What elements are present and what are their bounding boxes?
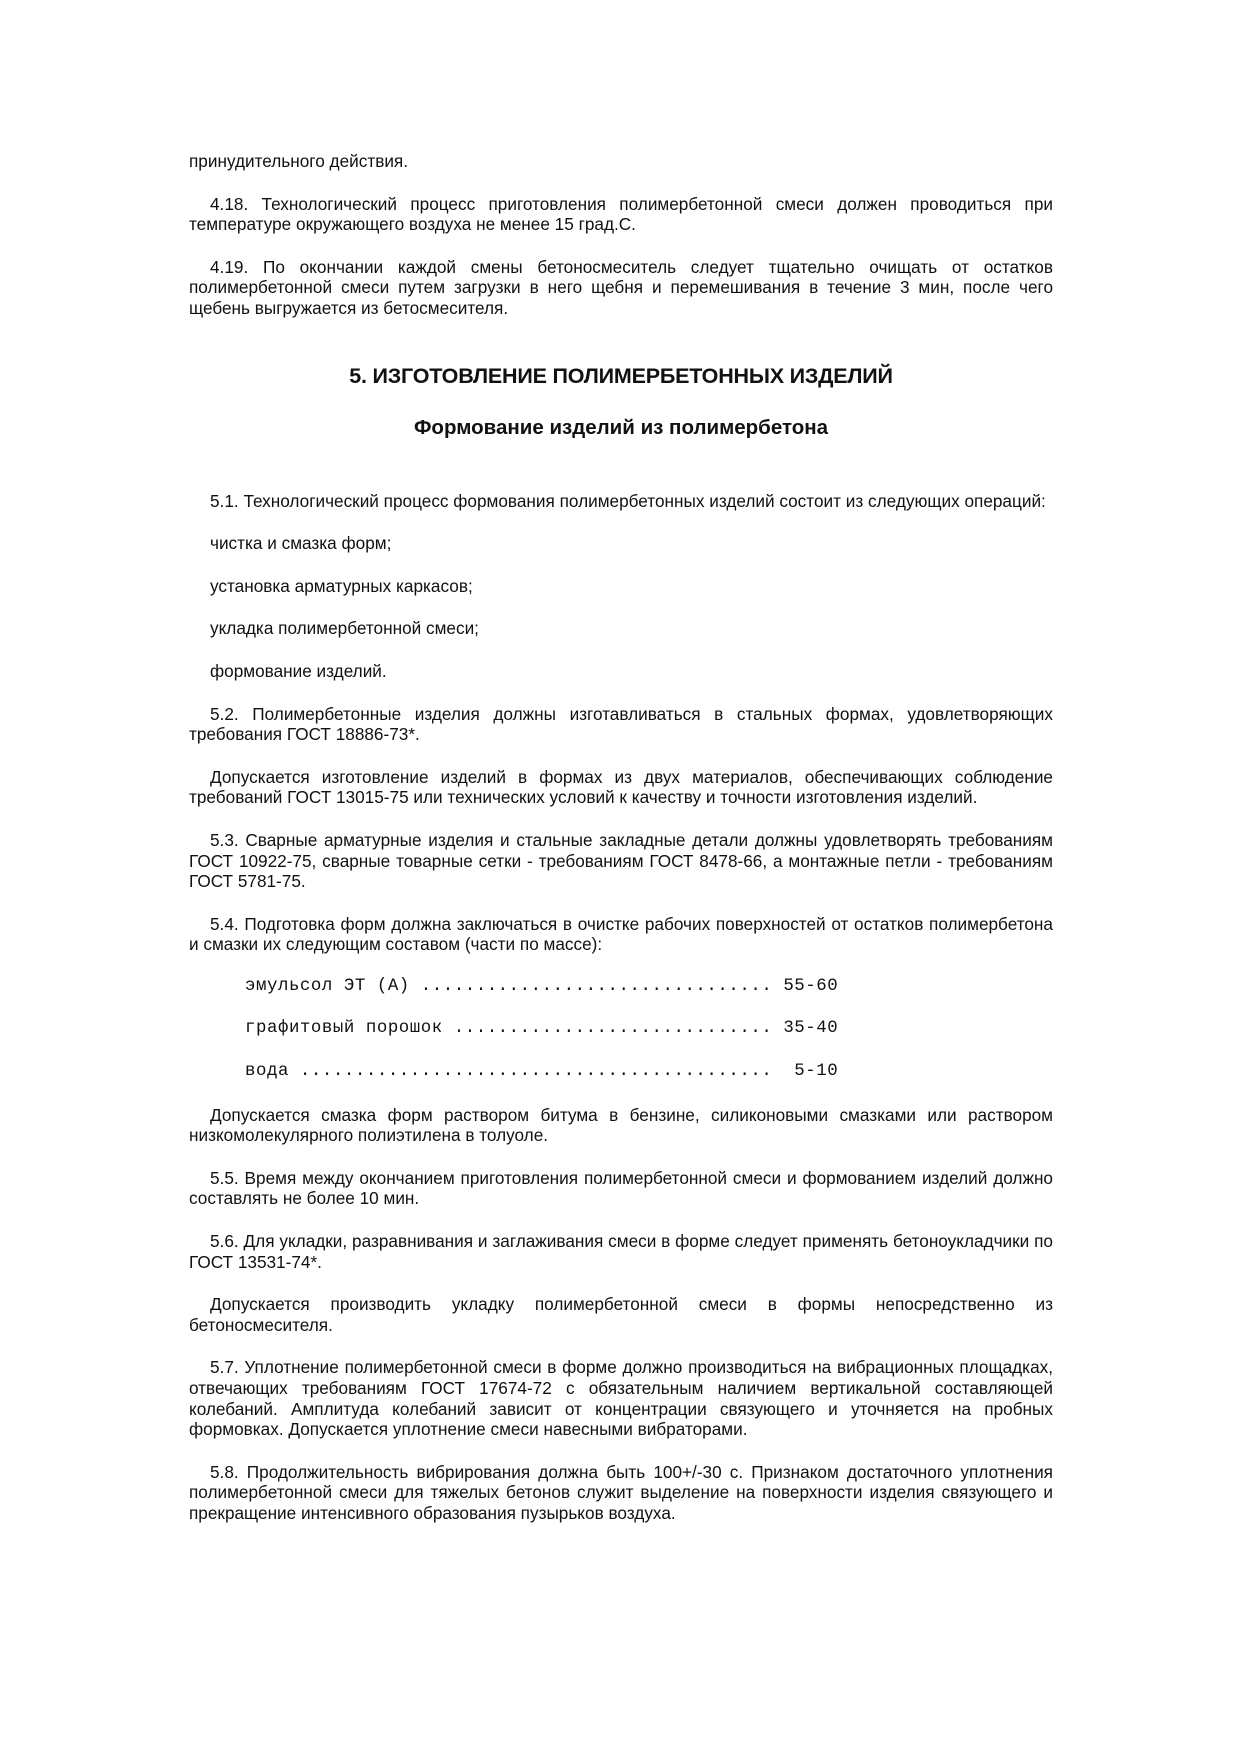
composition-row: вода ........................................... 5-10 [245, 1062, 839, 1082]
list-item: установка арматурных каркасов; [210, 575, 473, 596]
paragraph-5-4-note: Допускается смазка форм раствором битума в бензине, силиконовыми смазками или раствором низкомолекулярного полиэтилена в толуоле. [189, 1104, 1053, 1146]
paragraph-5-3: 5.3. Сварные арматурные изделия и стальные закладные детали должны удовлетворять требованиям ГОСТ 10922-75, сварные товарные сетки - требованиям ГОСТ 8478-66, а монтажные петли - требованиям ГОСТ 5781-75. [189, 829, 1053, 892]
paragraph-5-1: 5.1. Технологический процесс формования полимербетонных изделий состоит из следующих операций: [210, 490, 1046, 511]
paragraph-continuation: принудительного действия. [189, 151, 409, 171]
paragraph-4-18: 4.18. Технологический процесс приготовления полимербетонной смеси должен проводиться при температуре окружающего воздуха не менее 15 град.С. [189, 193, 1053, 235]
paragraph-5-6: 5.6. Для укладки, разравнивания и заглаживания смеси в форме следует применять бетоноукладчики по ГОСТ 13531-74*. [189, 1231, 1053, 1272]
list-item: укладка полимербетонной смеси; [210, 618, 479, 639]
subsection-title: Формование изделий из полимербетона [413, 415, 829, 439]
paragraph-5-2: 5.2. Полимербетонные изделия должны изготавливаться в стальных формах, удовлетворяющих требования ГОСТ 18886-73*. [189, 703, 1053, 745]
paragraph-5-8: 5.8. Продолжительность вибрирования должна быть 100+/-30 с. Признаком достаточного уплотнения полимербетонной смеси для тяжелых бетонов служит выделение на поверхности изделия связующего и прекращение интенсивного образования пузырьков воздуха. [189, 1461, 1053, 1523]
paragraph-5-6-note: Допускается производить укладку полимербетонной смеси в формы непосредственно из бетоносмесителя. [189, 1294, 1053, 1335]
composition-row: эмульсол ЭТ (А) ................................ 55-60 [245, 976, 839, 996]
list-item: чистка и смазка форм; [210, 533, 392, 554]
composition-row: графитовый порошок ............................. 35-40 [245, 1019, 839, 1039]
paragraph-5-5: 5.5. Время между окончанием приготовления полимербетонной смеси и формованием изделий должно составлять не более 10 мин. [189, 1167, 1053, 1209]
paragraph-4-19: 4.19. По окончании каждой смены бетоносмеситель следует тщательно очищать от остатков полимербетонной смеси путем загрузки в него щебня и перемешивания в течение 3 мин, после чего щебень выгружается из бетосмесителя. [189, 256, 1053, 318]
list-item: формование изделий. [210, 660, 387, 681]
paragraph-5-7: 5.7. Уплотнение полимербетонной смеси в форме должно производиться на вибрационных площадках, отвечающих требованиям ГОСТ 17674-72 с обязательным наличием вертикальной составляющей колебаний. Амплитуда колебаний зависит от концентрации связующего и уточняется на пробных формовках. Допускается уплотнение смеси навесными вибраторами. [189, 1357, 1053, 1440]
paragraph-5-2-note: Допускается изготовление изделий в формах из двух материалов, обеспечивающих соблюдение требований ГОСТ 13015-75 или технических условий к качеству и точности изготовления изделий. [189, 766, 1053, 808]
paragraph-5-4: 5.4. Подготовка форм должна заключаться в очистке рабочих поверхностей от остатков полимербетона и смазки их следующим составом (части по массе): [189, 913, 1053, 955]
section-title: 5. ИЗГОТОВЛЕНИЕ ПОЛИМЕРБЕТОННЫХ ИЗДЕЛИЙ [349, 363, 893, 388]
